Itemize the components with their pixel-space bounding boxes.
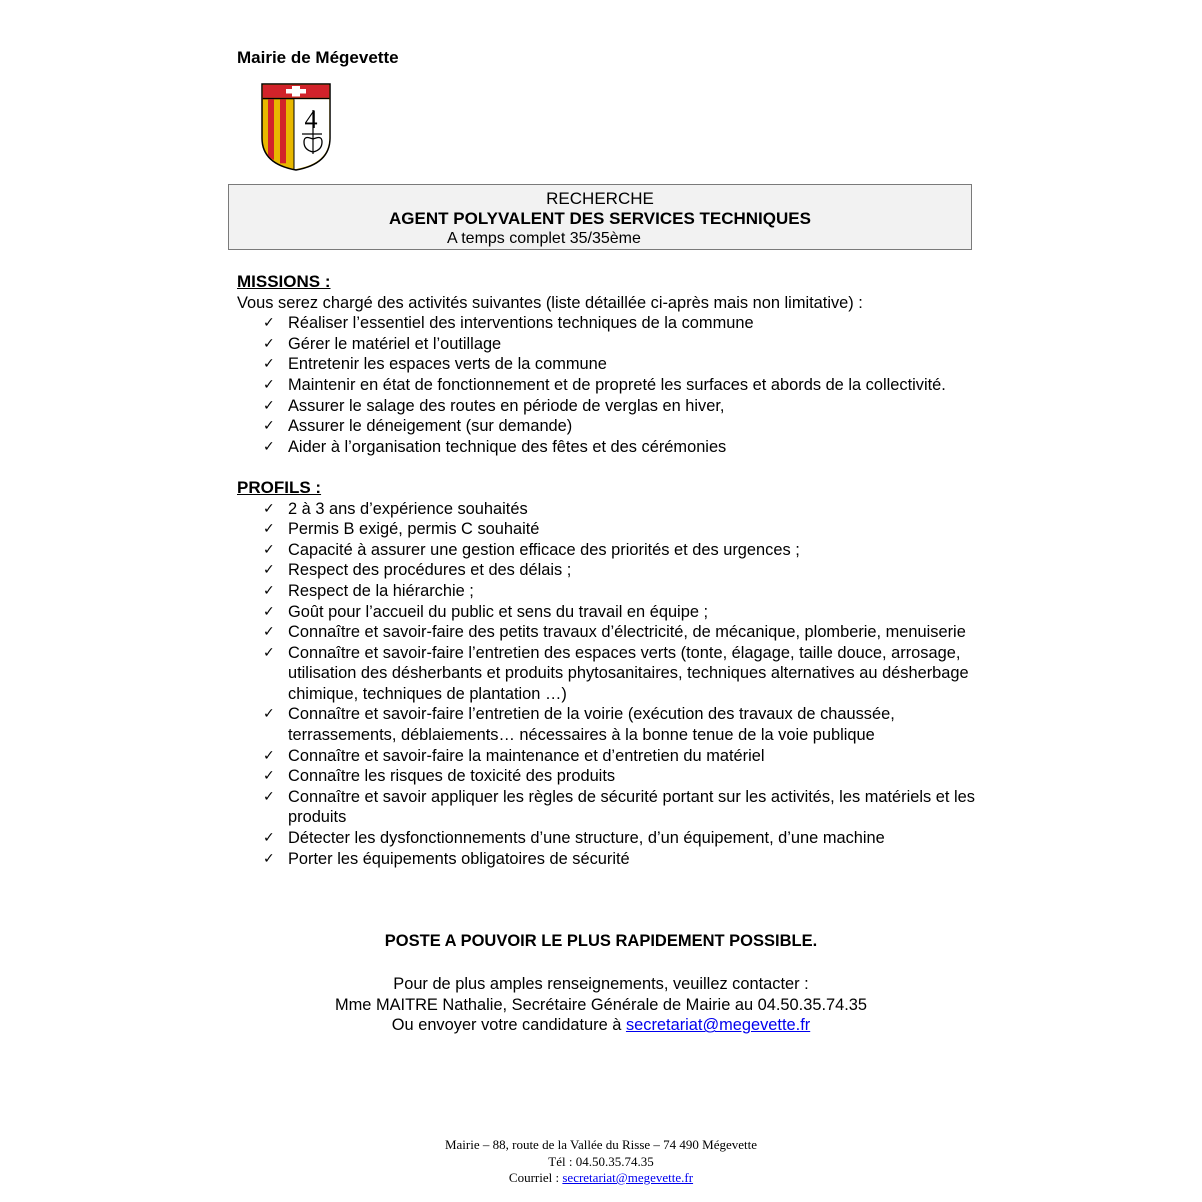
contact-line-3: Ou envoyer votre candidature à secretariat@megevette.fr (391, 1016, 811, 1035)
footer-mail-line: Courriel : secretariat@megevette.fr (508, 1170, 694, 1185)
check-icon: ✓ (263, 768, 275, 785)
missions-title: MISSIONS : (237, 272, 331, 291)
list-item: ✓ Connaître et savoir-faire l’entretien des espaces verts (tonte, élagage, taille douce, arrosage, utilisation des désherbants et produits phytosanitaires, techniques alternatives au désherbage chimique, techniques de plantation …) (263, 643, 969, 703)
title-recherche: RECHERCHE (546, 189, 654, 208)
list-item: ✓ Permis B exigé, permis C souhaité (263, 520, 540, 539)
list-item: ✓ Assurer le salage des routes en période de verglas en hiver, (263, 396, 725, 415)
title-box (228, 184, 972, 250)
check-icon: ✓ (263, 356, 275, 373)
job-title: AGENT POLYVALENT DES SERVICES TECHNIQUES (389, 209, 811, 228)
check-icon: ✓ (263, 541, 275, 558)
check-icon: ✓ (263, 582, 275, 599)
footer-email-link[interactable]: secretariat@megevette.fr (562, 1170, 694, 1185)
check-icon: ✓ (263, 706, 275, 723)
check-icon: ✓ (263, 644, 275, 661)
check-icon: ✓ (263, 500, 275, 517)
list-item: ✓ Aider à l’organisation technique des fêtes et des cérémonies (263, 437, 727, 456)
contact-email-link[interactable]: secretariat@megevette.fr (625, 1016, 811, 1035)
check-icon: ✓ (263, 603, 275, 620)
job-hours: A temps complet 35/35ème (447, 230, 641, 247)
list-item: ✓ Connaître et savoir-faire l’entretien de la voirie (exécution des travaux de chaussée, terrassements, déblaiements… nécessaires à la bonne tenue de la voie publique (263, 705, 895, 745)
check-icon: ✓ (263, 438, 275, 455)
list-item: ✓ Goût pour l’accueil du public et sens du travail en équipe ; (263, 602, 709, 621)
check-icon: ✓ (263, 788, 275, 805)
profils-list (237, 499, 977, 870)
org-name: Mairie de Mégevette (237, 48, 399, 67)
check-icon: ✓ (263, 335, 275, 352)
check-icon: ✓ (263, 397, 275, 414)
contact-block (0, 974, 1202, 1036)
footer-phone: Tél : 04.50.35.74.35 (548, 1153, 654, 1169)
missions-intro: Vous serez chargé des activités suivantes (liste détaillée ci-après mais non limitative) : (237, 293, 863, 312)
list-item: ✓ 2 à 3 ans d’expérience souhaités (263, 499, 528, 518)
list-item: ✓ Respect des procédures et des délais ; (263, 561, 572, 580)
list-item: ✓ Respect de la hiérarchie ; (263, 581, 474, 600)
list-item: ✓ Capacité à assurer une gestion efficace des priorités et des urgences ; (263, 540, 800, 559)
crest-digit: 4 (304, 105, 318, 134)
contact-line-1: Pour de plus amples renseignements, veuillez contacter : (393, 975, 809, 993)
check-icon: ✓ (263, 418, 275, 435)
poste-notice: POSTE A POUVOIR LE PLUS RAPIDEMENT POSSIBLE. (384, 932, 818, 950)
list-item: ✓ Connaître et savoir-faire la maintenance et d’entretien du matériel (263, 746, 765, 765)
check-icon: ✓ (263, 376, 275, 393)
list-item: ✓ Maintenir en état de fonctionnement et de propreté les surfaces et abords de la collectivité. (263, 375, 946, 394)
footer-address: Mairie – 88, route de la Vallée du Risse – 74 490 Mégevette (444, 1137, 758, 1152)
contact-line-2: Mme MAITRE Nathalie, Secrétaire Générale de Mairie au 04.50.35.74.35 (334, 995, 868, 1014)
check-icon: ✓ (263, 521, 275, 538)
missions-list (237, 313, 977, 457)
list-item: ✓ Réaliser l’essentiel des interventions techniques de la commune (263, 314, 754, 333)
check-icon: ✓ (263, 830, 275, 847)
list-item: ✓ Connaître et savoir-faire des petits travaux d’électricité, de mécanique, plomberie, menuiserie (263, 623, 966, 642)
check-icon: ✓ (263, 747, 275, 764)
list-item: ✓ Assurer le déneigement (sur demande) (263, 417, 573, 436)
list-item: ✓ Connaître les risques de toxicité des produits (263, 767, 616, 786)
list-item: ✓ Connaître et savoir appliquer les règles de sécurité portant sur les activités, les matériels et les produits (263, 787, 975, 827)
job-content (237, 272, 977, 869)
list-item: ✓ Entretenir les espaces verts de la commune (263, 355, 607, 374)
page-footer (0, 1137, 1202, 1187)
coat-of-arms-logo (258, 80, 334, 172)
list-item: ✓ Gérer le matériel et l’outillage (263, 334, 502, 353)
check-icon: ✓ (263, 624, 275, 641)
check-icon: ✓ (263, 315, 275, 332)
list-item: ✓ Porter les équipements obligatoires de sécurité (263, 849, 630, 868)
profils-title: PROFILS : (237, 477, 322, 497)
list-item: ✓ Détecter les dysfonctionnements d’une structure, d’un équipement, d’une machine (263, 829, 885, 848)
check-icon: ✓ (263, 850, 275, 867)
check-icon: ✓ (263, 562, 275, 579)
